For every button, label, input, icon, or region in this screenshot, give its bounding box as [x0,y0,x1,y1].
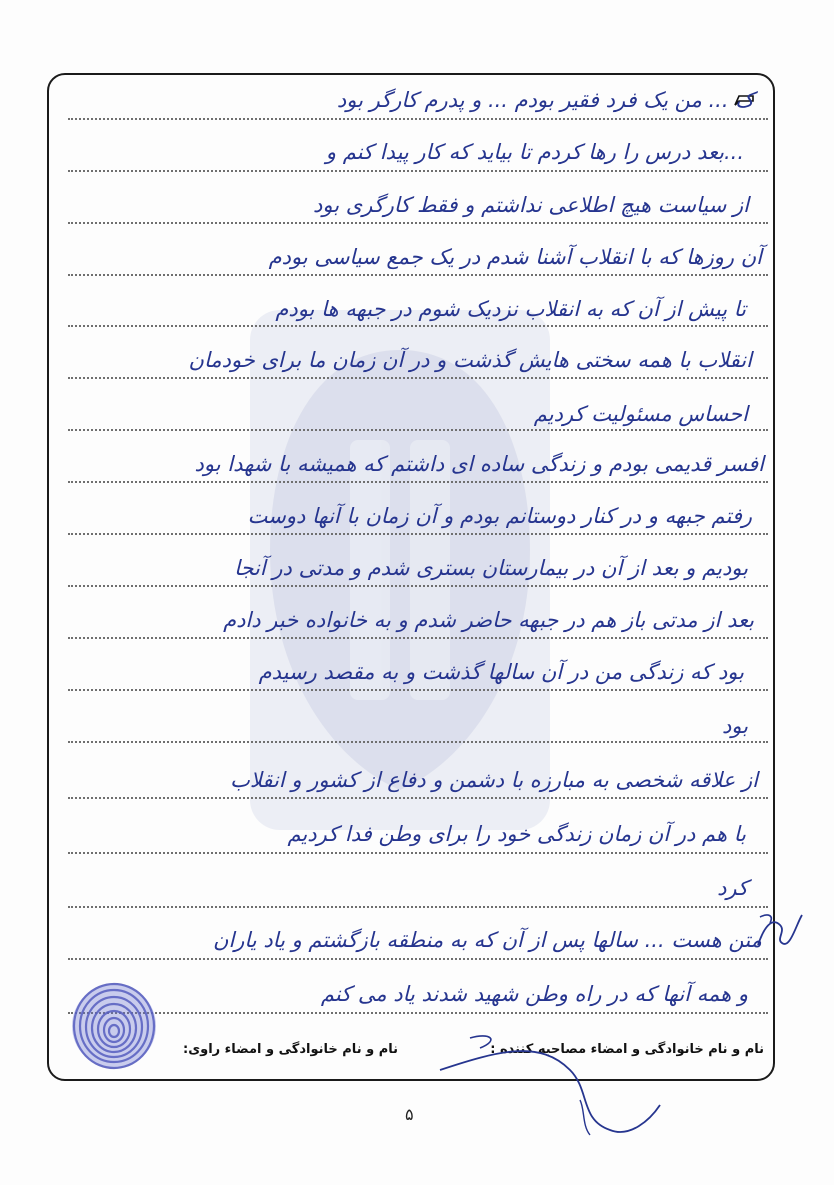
ruled-line [68,274,768,276]
ruled-line [68,481,768,483]
ruled-line [68,222,768,224]
interviewer-signature-label: نام و نام خانوادگی و امضاء مصاحبه کننده : [490,1042,764,1057]
ruled-line [68,170,768,172]
margin-signature [750,905,810,955]
handwritten-line: بودیم و بعد از آن در بیمارستان بستری شدم و مدتی در آنجا [234,556,748,580]
ruled-line [68,852,768,854]
handwritten-line: با هم در آن زمان زندگی خود را برای وطن فدا کردیم [287,822,746,846]
handwritten-line: کرد [717,876,748,900]
ruled-line [68,325,768,327]
ruled-line [68,585,768,587]
ruled-line [68,429,768,431]
handwritten-line: متن هست ... سالها پس از آن که به منطقه بازگشتم و یاد یاران [213,928,762,952]
handwritten-line: بود [721,714,748,738]
handwritten-line: آن روزها که با انقلاب آشنا شدم در یک جمع سیاسی بودم [268,245,762,269]
handwritten-line: احساس مسئولیت کردیم [533,402,748,426]
ruled-line [68,637,768,639]
handwritten-line: تا پیش از آن که به انقلاب نزدیک شوم در جبهه ها بودم [275,297,746,321]
handwritten-line: رفتم جبهه و در کنار دوستانم بودم و آن زمان با آنها دوست [247,504,752,528]
handwritten-line: ک ... من یک فرد فقیر بودم ... و پدرم کارگر بود [336,88,754,112]
fingerprint-mark [68,980,160,1072]
handwritten-line: از علاقه شخصی به مبارزه با دشمن و دفاع از کشور و انقلاب [230,768,758,792]
interviewer-signature [380,1010,680,1160]
ruled-line [68,377,768,379]
ruled-line [68,741,768,743]
handwritten-line: بود که زندگی من در آن سالها گذشت و به مقصد رسیدم [258,660,744,684]
ruled-line [68,906,768,908]
handwritten-line: و همه آنها که در راه وطن شهید شدند یاد می کنم [320,982,748,1006]
ruled-line [68,797,768,799]
ruled-line [68,689,768,691]
ruled-line [68,958,768,960]
page-number: ۵ [405,1105,414,1124]
handwritten-line: بعد از مدتی باز هم در جبهه حاضر شدم و به خانواده خبر دادم [223,608,754,632]
ruled-line [68,533,768,535]
handwritten-line: ...بعد درس را رها کردم تا بیاید که کار پیدا کنم و [325,140,744,164]
handwritten-line: افسر قدیمی بودم و زندگی ساده ای داشتم که همیشه با شهدا بود [194,452,764,476]
ruled-line [68,118,768,120]
handwritten-line: انقلاب با همه سختی هایش گذشت و در آن زمان ما برای خودمان [188,348,752,372]
handwritten-line: از سیاست هیچ اطلاعی نداشتم و فقط کارگری بود [313,193,749,217]
narrator-signature-label: نام و نام خانوادگی و امضاء راوی: [183,1042,398,1057]
